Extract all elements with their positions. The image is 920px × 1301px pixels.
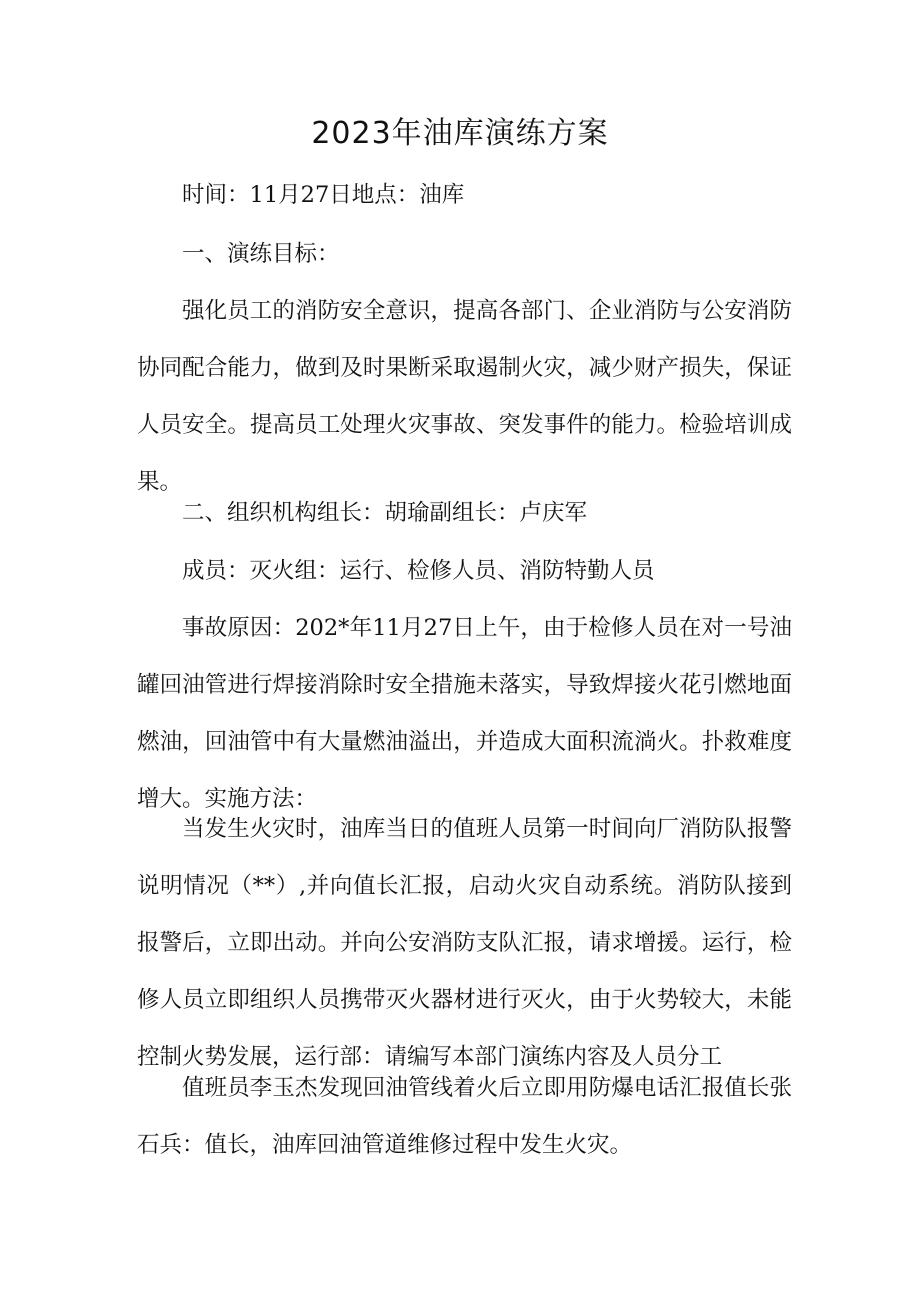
paragraph-members: 成员：灭火组：运行、检修人员、消防特勤人员 (182, 558, 655, 584)
paragraph-accident-cause: 事故原因：202*年11月27日上午，由于检修人员在对一号油罐回油管进行焊接消除时安全措施未落实，导致焊接火花引燃地面燃油，回油管中有大量燃油溢出，并造成大面积流淌火。扑救难度增大。实施方法： (137, 615, 792, 812)
paragraph-procedure: 当发生火灾时，油库当日的值班人员第一时间向厂消防队报警说明情况（**）,并向值长汇报，启动火灾自动系统。消防队接到报警后，立即出动。并向公安消防支队汇报，请求增援。运行，检修人员立即组织人员携带灭火器材进行灭火，由于火势较大，未能控制火势发展，运行部：请编写本部门演练内容及人员分工 (137, 816, 792, 1070)
document-title: 2023年油库演练方案 (311, 116, 609, 151)
paragraph-report: 值班员李玉杰发现回油管线着火后立即用防爆电话汇报值长张石兵：值长，油库回油管道维修过程中发生火灾。 (137, 1075, 792, 1158)
paragraph-section-goals-heading: 一、演练目标： (182, 241, 340, 267)
paragraph-goals: 强化员工的消防安全意识，提高各部门、企业消防与公安消防协同配合能力，做到及时果断采取遏制火灾，减少财产损失，保证人员安全。提高员工处理火灾事故、突发事件的能力。检验培训成果。 (137, 298, 792, 495)
paragraph-organization: 二、组织机构组长：胡瑜副组长：卢庆军 (182, 500, 588, 526)
paragraph-time-location: 时间：11月27日地点：油库 (182, 182, 465, 208)
